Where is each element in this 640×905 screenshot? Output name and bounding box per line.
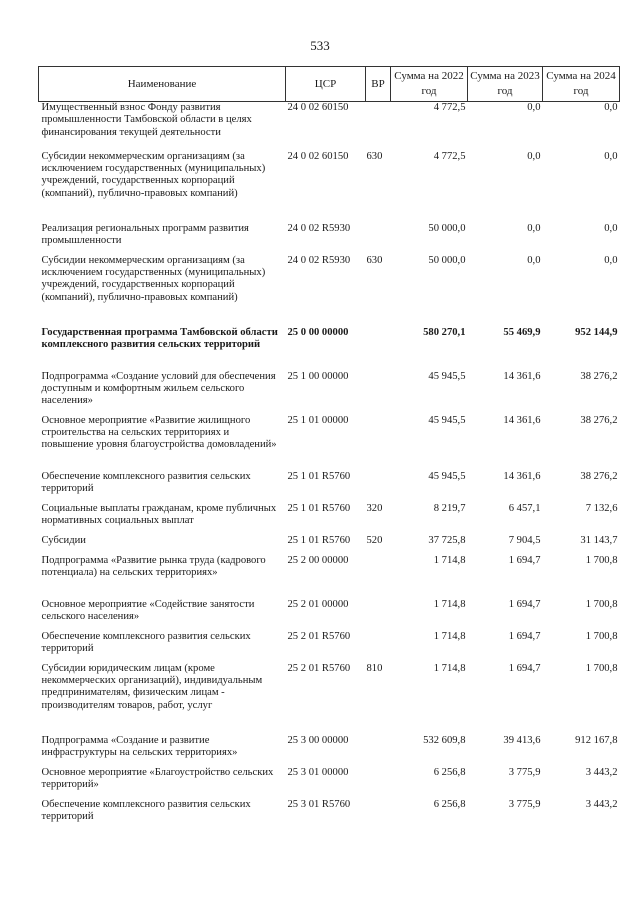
table-row [39, 799, 620, 831]
row-sum-2024: 1 700,8 [585, 630, 618, 642]
row-sum-2023: 7 904,5 [508, 534, 541, 546]
row-csr: 25 1 00 00000 [287, 370, 349, 382]
row-sum-2024: 38 276,2 [580, 414, 618, 426]
header-sum-2024: Сумма на 2024 год [543, 67, 620, 102]
row-csr: 25 3 01 R5760 [287, 798, 351, 810]
row-sum-2023: 0,0 [527, 150, 541, 162]
budget-table [38, 66, 620, 831]
header-sum-2023: Сумма на 2023 год [468, 67, 543, 102]
row-vr: 630 [366, 254, 383, 266]
table-row [39, 735, 620, 767]
row-name: Реализация региональных программ развития промышленности [41, 222, 249, 246]
row-csr: 25 2 01 R5760 [287, 630, 351, 642]
row-vr [366, 555, 391, 599]
row-name: Обеспечение комплексного развития сельских территорий [41, 798, 251, 822]
table-row [39, 535, 620, 555]
row-name: Подпрограмма «Развитие рынка труда (кадрового потенциала) на сельских территориях» [41, 554, 266, 578]
row-name: Подпрограмма «Создание условий для обеспечения доступным и комфортным жильем сельского населения» [41, 370, 276, 407]
row-sum-2022: 532 609,8 [423, 734, 466, 746]
row-vr [366, 471, 391, 503]
row-name: Государственная программа Тамбовской области комплексного развития сельских территорий [41, 326, 278, 350]
row-name: Обеспечение комплексного развития сельских территорий [41, 470, 251, 494]
row-sum-2022: 45 945,5 [428, 470, 466, 482]
table-header [39, 67, 620, 102]
row-sum-2024: 0,0 [604, 102, 618, 113]
table-row [39, 255, 620, 327]
row-vr: 630 [366, 150, 383, 162]
page-number: 533 [310, 38, 330, 53]
row-sum-2024: 7 132,6 [585, 502, 618, 514]
row-csr: 25 1 01 R5760 [287, 534, 351, 546]
row-sum-2023: 1 694,7 [508, 630, 541, 642]
table-row [39, 415, 620, 471]
header-vr: ВР [366, 67, 391, 102]
row-sum-2023: 14 361,6 [503, 470, 541, 482]
row-sum-2022: 6 256,8 [433, 798, 466, 810]
row-name: Субсидии юридическим лицам (кроме некоммерческих организаций), индивидуальным предпринимателям, физическим лицам - производителям товаров, работ, услуг [41, 662, 263, 711]
row-sum-2024: 38 276,2 [580, 370, 618, 382]
row-csr: 25 1 01 00000 [287, 414, 349, 426]
table-row [39, 555, 620, 599]
row-sum-2023: 1 694,7 [508, 554, 541, 566]
row-sum-2024: 31 143,7 [580, 534, 618, 546]
row-sum-2023: 3 775,9 [508, 766, 541, 778]
row-vr: 810 [366, 662, 383, 674]
row-sum-2023: 1 694,7 [508, 598, 541, 610]
row-csr: 24 0 02 60150 [287, 150, 349, 162]
row-sum-2022: 1 714,8 [433, 554, 466, 566]
table-row [39, 151, 620, 223]
header-name: Наименование [39, 67, 286, 102]
table-row [39, 371, 620, 415]
row-name: Обеспечение комплексного развития сельских территорий [41, 630, 251, 654]
row-sum-2023: 1 694,7 [508, 662, 541, 674]
row-sum-2022: 1 714,8 [433, 662, 466, 674]
row-vr: 320 [366, 502, 383, 514]
row-vr [366, 102, 391, 151]
row-csr: 24 0 02 60150 [287, 102, 349, 113]
row-name: Субсидии некоммерческим организациям (за исключением государственных (муниципальных) учреждений, государственных корпораций (компаний), публично-правовых компаний) [41, 150, 266, 199]
table-body [39, 102, 620, 831]
table-row [39, 327, 620, 371]
row-sum-2022: 50 000,0 [428, 222, 466, 234]
row-name: Основное мероприятие «Благоустройство сельских территорий» [41, 766, 274, 790]
row-sum-2024: 0,0 [604, 222, 618, 234]
row-sum-2023: 14 361,6 [503, 414, 541, 426]
row-sum-2022: 37 725,8 [428, 534, 466, 546]
table-row [39, 102, 620, 151]
row-csr: 25 2 01 R5760 [287, 662, 351, 674]
row-sum-2024: 3 443,2 [585, 766, 618, 778]
row-sum-2023: 39 413,6 [503, 734, 541, 746]
row-name: Имущественный взнос Фонду развития промышленности Тамбовской области в целях финансирования текущей деятельности [41, 102, 252, 138]
row-vr [366, 327, 391, 371]
row-sum-2022: 45 945,5 [428, 414, 466, 426]
row-sum-2022: 8 219,7 [433, 502, 466, 514]
row-sum-2024: 38 276,2 [580, 470, 618, 482]
row-vr [366, 735, 391, 767]
row-vr [366, 599, 391, 631]
row-sum-2024: 912 167,8 [575, 734, 618, 746]
row-vr: 520 [366, 534, 383, 546]
header-sum-2022: Сумма на 2022 год [391, 67, 468, 102]
table-row [39, 223, 620, 255]
row-sum-2022: 4 772,5 [433, 102, 466, 113]
row-csr: 25 3 01 00000 [287, 766, 349, 778]
row-sum-2023: 6 457,1 [508, 502, 541, 514]
row-sum-2024: 952 144,9 [575, 326, 618, 338]
row-sum-2024: 1 700,8 [585, 662, 618, 674]
row-csr: 25 1 01 R5760 [287, 502, 351, 514]
header-csr: ЦСР [286, 67, 366, 102]
row-csr: 25 2 01 00000 [287, 598, 349, 610]
row-sum-2022: 50 000,0 [428, 254, 466, 266]
row-sum-2023: 55 469,9 [503, 326, 541, 338]
table-row [39, 599, 620, 631]
row-vr [366, 415, 391, 471]
row-sum-2023: 3 775,9 [508, 798, 541, 810]
row-vr [366, 223, 391, 255]
table-row [39, 663, 620, 735]
row-csr: 24 0 02 R5930 [287, 222, 351, 234]
row-csr: 24 0 02 R5930 [287, 254, 351, 266]
table-row [39, 503, 620, 535]
row-vr [366, 371, 391, 415]
row-sum-2023: 0,0 [527, 222, 541, 234]
row-sum-2022: 45 945,5 [428, 370, 466, 382]
row-name: Подпрограмма «Создание и развитие инфраструктуры на сельских территориях» [41, 734, 238, 758]
row-csr: 25 3 00 00000 [287, 734, 349, 746]
row-sum-2023: 14 361,6 [503, 370, 541, 382]
row-sum-2024: 1 700,8 [585, 554, 618, 566]
row-sum-2022: 1 714,8 [433, 630, 466, 642]
row-name: Основное мероприятие «Развитие жилищного строительства на сельских территориях и повышение уровня благоустройства домовладений» [41, 414, 277, 451]
row-name: Основное мероприятие «Содействие занятости сельского населения» [41, 598, 255, 622]
row-sum-2023: 0,0 [527, 254, 541, 266]
row-name: Субсидии некоммерческим организациям (за исключением государственных (муниципальных) учреждений, государственных корпораций (компаний), публично-правовых компаний) [41, 254, 266, 303]
row-sum-2022: 6 256,8 [433, 766, 466, 778]
row-name: Социальные выплаты гражданам, кроме публичных нормативных социальных выплат [41, 502, 277, 526]
row-sum-2024: 3 443,2 [585, 798, 618, 810]
table-row [39, 767, 620, 799]
row-sum-2024: 1 700,8 [585, 598, 618, 610]
row-vr [366, 767, 391, 799]
row-sum-2023: 0,0 [527, 102, 541, 113]
row-sum-2022: 580 270,1 [423, 326, 466, 338]
row-sum-2024: 0,0 [604, 150, 618, 162]
row-sum-2022: 4 772,5 [433, 150, 466, 162]
row-csr: 25 1 01 R5760 [287, 470, 351, 482]
table-row [39, 471, 620, 503]
row-sum-2022: 1 714,8 [433, 598, 466, 610]
row-name: Субсидии [41, 534, 86, 546]
table-row [39, 631, 620, 663]
row-vr [366, 631, 391, 663]
row-sum-2024: 0,0 [604, 254, 618, 266]
row-vr [366, 799, 391, 831]
row-csr: 25 2 00 00000 [287, 554, 349, 566]
row-csr: 25 0 00 00000 [287, 326, 349, 338]
